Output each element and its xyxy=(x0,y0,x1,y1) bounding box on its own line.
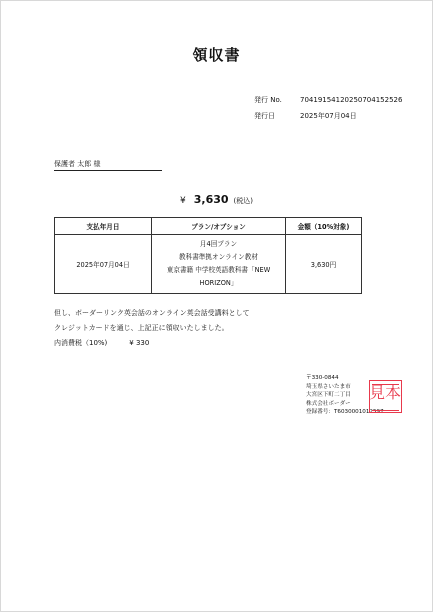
header-plan-option: プラン/オプション xyxy=(152,218,286,235)
payment-date-cell: 2025年07月04日 xyxy=(55,235,152,294)
sample-stamp: 見本 xyxy=(369,383,402,402)
header-amount: 金額（10%対象) xyxy=(286,218,362,235)
issue-number-label: 発行 No. xyxy=(254,96,282,104)
issue-number-row xyxy=(254,95,402,105)
plan-line: 月4回プラン xyxy=(199,240,238,248)
issuer-registration: 登録番号：T6030001012597 xyxy=(306,409,384,415)
issuer-company: 株式会社ボーダー xyxy=(306,400,351,407)
total-amount xyxy=(1,193,432,206)
total-amount-value: 3,630 xyxy=(193,193,229,206)
consumption-tax-label: 内消費税（10%) xyxy=(54,339,108,347)
issuer-address-2: 大宮区下町二丁目 xyxy=(306,392,351,398)
issue-date-label: 発行日 xyxy=(254,112,275,120)
issue-date-row xyxy=(254,111,357,121)
document-title: 領収書 xyxy=(192,46,241,64)
issuer-address-1: 埼玉県さいたま市 xyxy=(306,383,351,390)
payment-table xyxy=(54,217,362,294)
tax-included-note: (税込) xyxy=(233,197,253,205)
issue-number-value: 70419154120250704152526 xyxy=(300,96,403,104)
table-header-row xyxy=(55,218,362,235)
issue-date-value: 2025年07月04日 xyxy=(300,112,357,120)
receipt-note-line-1: 但し、ボーダーリンク英会話のオンライン英会話受講料として xyxy=(54,309,250,317)
header-payment-date: 支払年月日 xyxy=(55,218,152,235)
recipient-name: 保護者 太郎 様 xyxy=(54,159,162,171)
plan-cell xyxy=(152,235,286,294)
yen-symbol: ¥ xyxy=(180,196,186,206)
consumption-tax-value: ¥ 330 xyxy=(129,339,150,347)
plan-line: 東京書籍 中学校英語教科書「NEW xyxy=(166,266,271,274)
table-row xyxy=(55,235,362,294)
plan-line: 教科書準拠オンライン教材 xyxy=(179,253,258,261)
consumption-tax-row xyxy=(54,338,149,348)
amount-cell: 3,630円 xyxy=(286,235,362,294)
issuer-postal: 〒330-0844 xyxy=(306,375,339,381)
plan-line: HORIZON」 xyxy=(199,279,238,287)
receipt-note-line-2: クレジットカードを通じ、上記正に領収いたしました。 xyxy=(54,324,229,332)
